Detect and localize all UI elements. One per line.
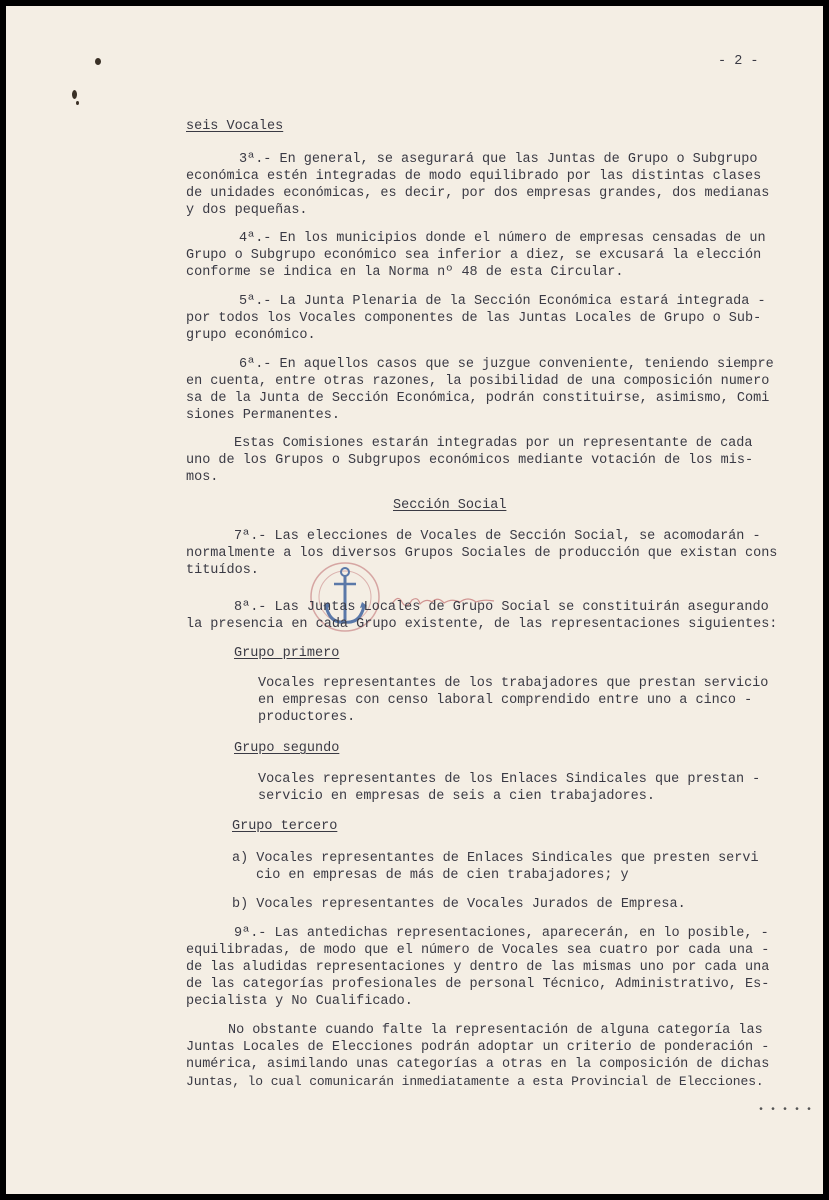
grupo-primero-line: productores. [258, 710, 356, 725]
paragraph-3-line: económica estén integradas de modo equilibrado por las distintas clases [186, 169, 762, 184]
paragraph-8-line: la presencia en cada Grupo existente, de las representaciones siguientes: [186, 617, 778, 632]
paragraph-no-obstante-line: numérica, asimilando unas categorías a otras en la composición de dichas [186, 1057, 770, 1072]
heading-seccion-social: Sección Social [393, 498, 507, 513]
grupo-tercero-a-line: a) Vocales representantes de Enlaces Sindicales que presten servi [232, 851, 759, 866]
paragraph-7-line: normalmente a los diversos Grupos Sociales de producción que existan cons [186, 546, 778, 561]
paragraph-6-line: sa de la Junta de Sección Económica, podrán constituirse, asimismo, Comi [186, 391, 770, 406]
grupo-segundo-line: servicio en empresas de seis a cien trabajadores. [258, 789, 655, 804]
paragraph-no-obstante-line: Juntas, lo cual comunicarán inmediatamente a esta Provincial de Elecciones. [186, 1074, 764, 1089]
ink-stain [72, 90, 77, 99]
paragraph-5-line: 5ª.- La Junta Plenaria de la Sección Económica estará integrada - [239, 294, 766, 309]
page-number: - 2 - [718, 54, 759, 69]
grupo-segundo-line: Vocales representantes de los Enlaces Sindicales que prestan - [258, 772, 761, 787]
paragraph-5-line: por todos los Vocales componentes de las Juntas Locales de Grupo o Sub- [186, 311, 762, 326]
paragraph-6-line: en cuenta, entre otras razones, la posibilidad de una composición numero [186, 374, 770, 389]
footer-marks: • • • • • [758, 1105, 813, 1116]
paragraph-9-line: 9ª.- Las antedichas representaciones, aparecerán, en lo posible, - [234, 926, 769, 941]
paragraph-9-line: equilibradas, de modo que el número de Vocales sea cuatro por cada una - [186, 943, 770, 958]
ink-stain [95, 58, 101, 65]
grupo-primero-line: Vocales representantes de los trabajadores que prestan servicio [258, 676, 769, 691]
heading-grupo-primero: Grupo primero [234, 646, 340, 661]
heading-grupo-tercero: Grupo tercero [232, 819, 338, 834]
paragraph-comisiones-line: mos. [186, 470, 219, 485]
paragraph-9-line: de las aludidas representaciones y dentro de las mismas uno por cada una [186, 960, 770, 975]
paragraph-8-line: 8ª.- Las Juntas Locales de Grupo Social se constituirán asegurando [234, 600, 769, 615]
paragraph-6-line: siones Permanentes. [186, 408, 340, 423]
paragraph-3-line: de unidades económicas, es decir, por dos empresas grandes, dos medianas [186, 186, 770, 201]
paragraph-7-line: 7ª.- Las elecciones de Vocales de Sección Social, se acomodarán - [234, 529, 761, 544]
paragraph-6-line: 6ª.- En aquellos casos que se juzgue conveniente, teniendo siempre [239, 357, 774, 372]
paragraph-9-line: pecialista y No Cualificado. [186, 994, 413, 1009]
paragraph-5-line: grupo económico. [186, 328, 316, 343]
document-page [6, 6, 823, 1194]
ink-stain [76, 101, 79, 105]
paragraph-4-line: 4ª.- En los municipios donde el número de empresas censadas de un [239, 231, 766, 246]
grupo-tercero-b-line: b) Vocales representantes de Vocales Jurados de Empresa. [232, 897, 686, 912]
grupo-tercero-a-line: cio en empresas de más de cien trabajadores; y [256, 868, 629, 883]
grupo-primero-line: en empresas con censo laboral comprendido entre uno a cinco - [258, 693, 753, 708]
paragraph-comisiones-line: Estas Comisiones estarán integradas por un representante de cada [234, 436, 753, 451]
paragraph-7-line: tituídos. [186, 563, 259, 578]
paragraph-9-line: de las categorías profesionales de personal Técnico, Administrativo, Es- [186, 977, 770, 992]
paragraph-no-obstante-line: No obstante cuando falte la representación de alguna categoría las [228, 1023, 763, 1038]
paragraph-no-obstante-line: Juntas Locales de Elecciones podrán adoptar un criterio de ponderación - [186, 1040, 770, 1055]
heading-grupo-segundo: Grupo segundo [234, 741, 340, 756]
paragraph-3-line: 3ª.- En general, se asegurará que las Juntas de Grupo o Subgrupo [239, 152, 758, 167]
paragraph-4-line: conforme se indica en la Norma nº 48 de esta Circular. [186, 265, 624, 280]
heading-seis-vocales: seis Vocales [186, 119, 284, 134]
paragraph-comisiones-line: uno de los Grupos o Subgrupos económicos mediante votación de los mis- [186, 453, 754, 468]
paragraph-4-line: Grupo o Subgrupo económico sea inferior a diez, se excusará la elección [186, 248, 762, 263]
paragraph-3-line: y dos pequeñas. [186, 203, 308, 218]
